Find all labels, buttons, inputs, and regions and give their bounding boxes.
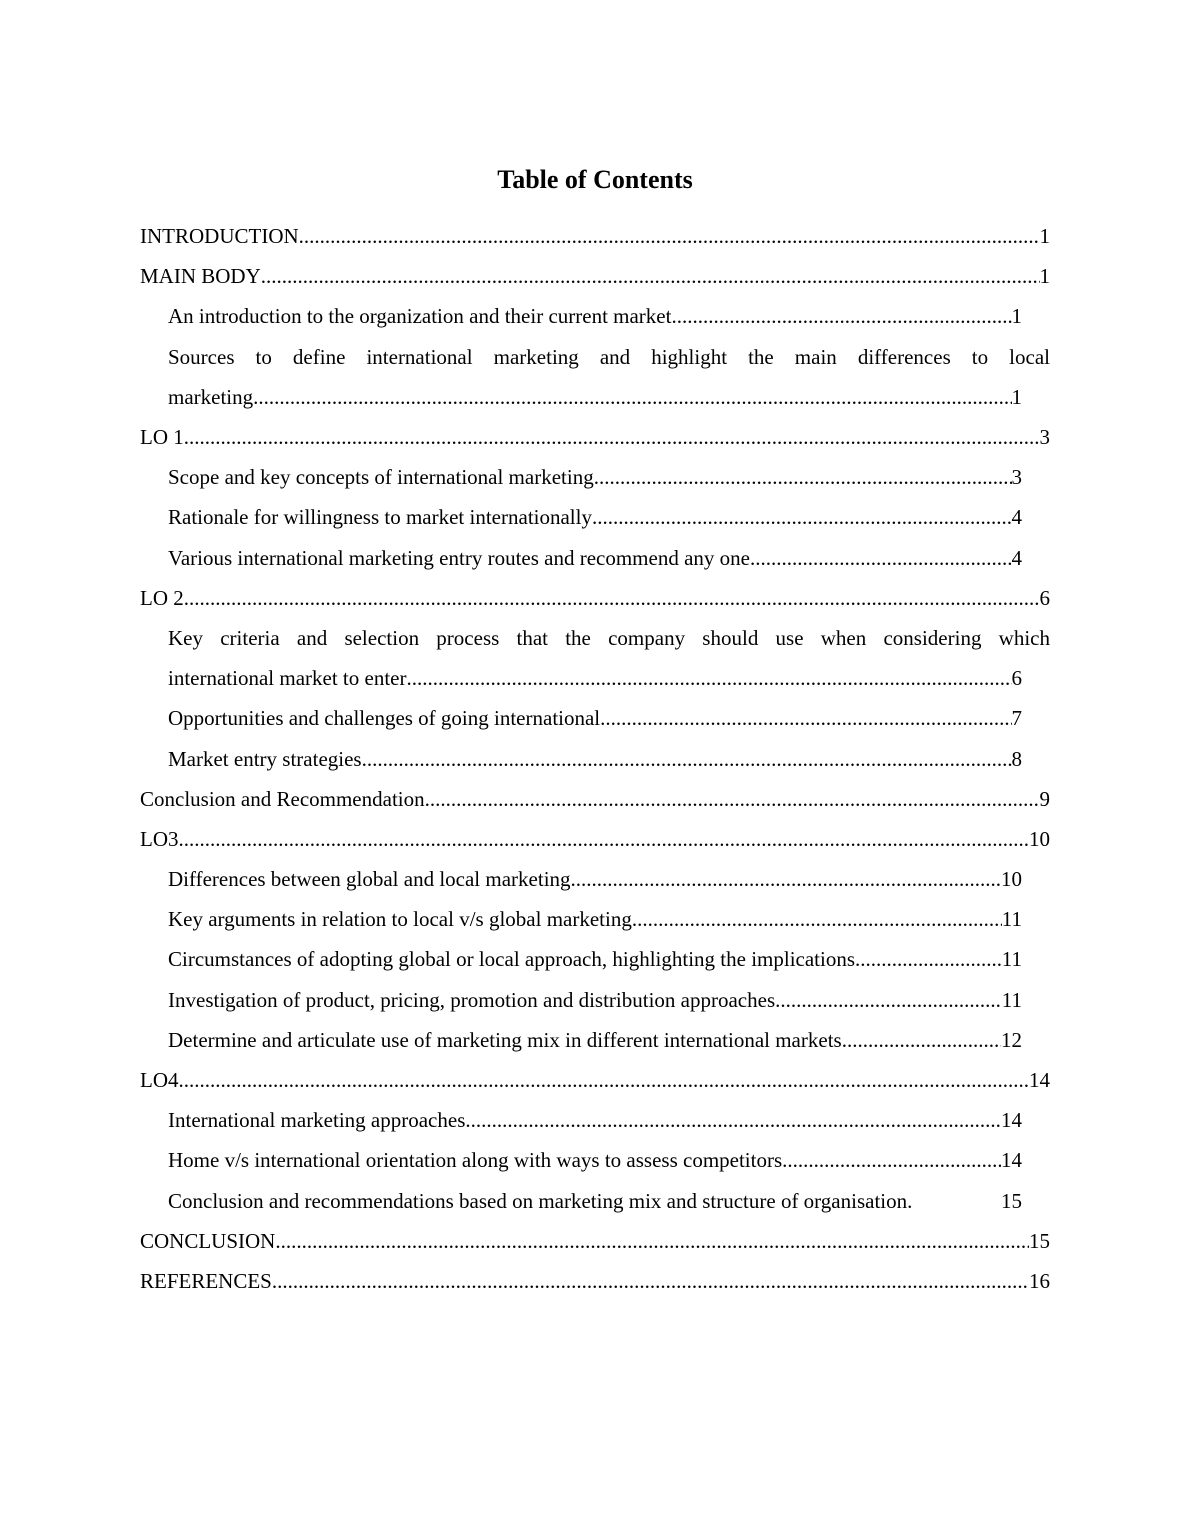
toc-entry-home-vs-international[interactable] (168, 1140, 1022, 1180)
toc-entry-page: 4 (1011, 545, 1022, 570)
toc-entry-label: LO4 (140, 1068, 179, 1092)
toc-entry-page: 1 (1039, 224, 1050, 248)
dot-leader (842, 1020, 1001, 1060)
toc-entry-circumstances[interactable] (168, 939, 1022, 979)
toc-entry-entry-routes[interactable] (168, 538, 1022, 578)
toc-entry-lo4[interactable] (140, 1060, 1050, 1100)
toc-entry-page: 11 (1001, 947, 1022, 972)
dot-leader (592, 497, 1012, 537)
toc-entry-scope-key-concepts[interactable] (168, 457, 1022, 497)
dot-leader (632, 899, 1002, 939)
toc-entry-page: 6 (1011, 666, 1022, 691)
toc-entry-label-line1: Key criteria and selection process that the company should use when considering which (168, 625, 1050, 650)
toc-entry-marketing-mix[interactable] (168, 1020, 1022, 1060)
toc-entry-label: Investigation of product, pricing, promotion and distribution approaches (168, 987, 776, 1012)
toc-entry-page: 11 (1001, 907, 1022, 932)
toc-entry-lo3[interactable] (140, 819, 1050, 859)
toc-entry-page: 9 (1039, 786, 1050, 811)
dot-leader (179, 819, 1030, 859)
toc-entry-label: INTRODUCTION (140, 224, 299, 248)
dot-leader (425, 779, 1040, 819)
dot-leader (272, 1261, 1029, 1301)
toc-entry-page: 15 (1001, 1188, 1022, 1213)
toc-entry-references[interactable] (140, 1261, 1050, 1301)
toc-entry-lo2[interactable] (140, 578, 1050, 618)
toc-entry-main-body[interactable] (140, 256, 1050, 296)
toc-entry-rationale[interactable] (168, 497, 1022, 537)
toc-entry-label: CONCLUSION (140, 1228, 276, 1253)
toc-entry-page: 14 (1001, 1108, 1022, 1133)
dot-leader (184, 578, 1040, 618)
dot-leader (275, 1221, 1029, 1261)
toc-entry-label: LO 2 (140, 585, 184, 610)
toc-entry-label-line2: international market to enter (168, 666, 407, 691)
dot-leader (362, 739, 1012, 779)
toc-entry-label: Determine and articulate use of marketing mix in different international markets (168, 1027, 842, 1052)
toc-entry-market-entry-strategies[interactable] (168, 739, 1022, 779)
toc-entry-label: LO 1 (140, 424, 184, 449)
dot-leader (407, 658, 1012, 698)
toc-entry-label: Rationale for willingness to market internationally (168, 505, 592, 530)
toc-entry-label: REFERENCES (140, 1268, 272, 1293)
toc-entry-label: LO3 (140, 826, 179, 851)
toc-entry-conclusion-recommendations-mix[interactable] (168, 1181, 1022, 1221)
toc-entry-lo1[interactable] (140, 417, 1050, 457)
toc-entry-label: MAIN BODY (140, 264, 261, 289)
toc-entry-page: 6 (1039, 585, 1050, 610)
toc-entry-label: Conclusion and recommendations based on marketing mix and structure of organisation. (168, 1188, 913, 1213)
toc-entry-line2 (168, 377, 1022, 417)
toc-entry-page: 1 (1039, 264, 1050, 289)
toc-entry-page: 16 (1029, 1268, 1050, 1293)
toc-entry-page: 7 (1011, 706, 1022, 731)
dot-leader (571, 859, 1001, 899)
toc-entry-label: International marketing approaches (168, 1108, 466, 1133)
toc-entry-key-arguments[interactable] (168, 899, 1022, 939)
toc-entry-label: Market entry strategies (168, 746, 362, 771)
toc-entry-key-criteria[interactable] (168, 618, 1050, 698)
toc-entry-page: 8 (1011, 746, 1022, 771)
toc-entry-opportunities-challenges[interactable] (168, 698, 1022, 738)
toc-entry-label: Conclusion and Recommendation (140, 786, 425, 811)
toc-entry-page: 3 (1039, 424, 1050, 449)
dot-leader (594, 457, 1012, 497)
toc-entry-page: 14 (1029, 1068, 1050, 1092)
toc-entry-page: 10 (1029, 826, 1050, 851)
toc-entry-page: 3 (1011, 465, 1022, 490)
toc-entry-page: 15 (1029, 1228, 1050, 1253)
toc-entry-label: Various international marketing entry routes and recommend any one (168, 545, 750, 570)
toc-entry-international-approaches[interactable] (168, 1100, 1022, 1140)
toc-entry-page: 1 (1011, 304, 1022, 329)
dot-leader (261, 256, 1040, 296)
toc-entry-label: Scope and key concepts of international marketing (168, 465, 594, 490)
dot-leader (465, 1100, 1001, 1140)
page-title: Table of Contents (497, 165, 693, 194)
toc-entry-organization-intro[interactable] (168, 296, 1022, 336)
dot-leader (671, 296, 1011, 336)
toc-entry-page: 10 (1001, 867, 1022, 892)
toc-entry-page: 12 (1001, 1027, 1022, 1052)
dot-leader (855, 939, 1002, 979)
dot-leader (600, 698, 1011, 738)
toc-entry-label-line2: marketing (168, 384, 254, 409)
toc-entry-page: 4 (1011, 505, 1022, 530)
toc-entry-label: Differences between global and local marketing (168, 867, 571, 892)
toc-entry-page: 11 (1001, 987, 1022, 1012)
toc-entry-page: 14 (1001, 1148, 1022, 1173)
toc-entry-global-local-differences[interactable] (168, 859, 1022, 899)
toc-entry-label: An introduction to the organization and their current market (168, 304, 672, 329)
toc-entry-label: Home v/s international orientation along with ways to assess competitors (168, 1148, 783, 1173)
dot-leader (750, 538, 1012, 578)
toc-entry-line2 (168, 658, 1022, 698)
toc-entry-sources-international-marketing[interactable] (168, 337, 1050, 417)
toc-entry-conclusion-recommendation[interactable] (140, 779, 1050, 819)
toc-entry-introduction[interactable] (140, 216, 1050, 256)
dot-leader (179, 1060, 1030, 1100)
dot-leader (782, 1140, 1001, 1180)
toc-entry-conclusion[interactable] (140, 1221, 1050, 1261)
dot-leader (775, 980, 1002, 1020)
toc-list (140, 216, 1050, 1301)
dot-leader (253, 377, 1011, 417)
toc-entry-label: Opportunities and challenges of going international (168, 706, 601, 731)
toc-entry-label: Circumstances of adopting global or local approach, highlighting the implications (168, 947, 856, 972)
toc-entry-page: 1 (1011, 384, 1022, 409)
toc-entry-label-line1: Sources to define international marketing and highlight the main differences to local (168, 344, 1050, 369)
dot-leader (299, 216, 1040, 256)
toc-entry-investigation-approaches[interactable] (168, 980, 1022, 1020)
toc-entry-label: Key arguments in relation to local v/s global marketing (168, 907, 632, 932)
dot-leader (184, 417, 1040, 457)
